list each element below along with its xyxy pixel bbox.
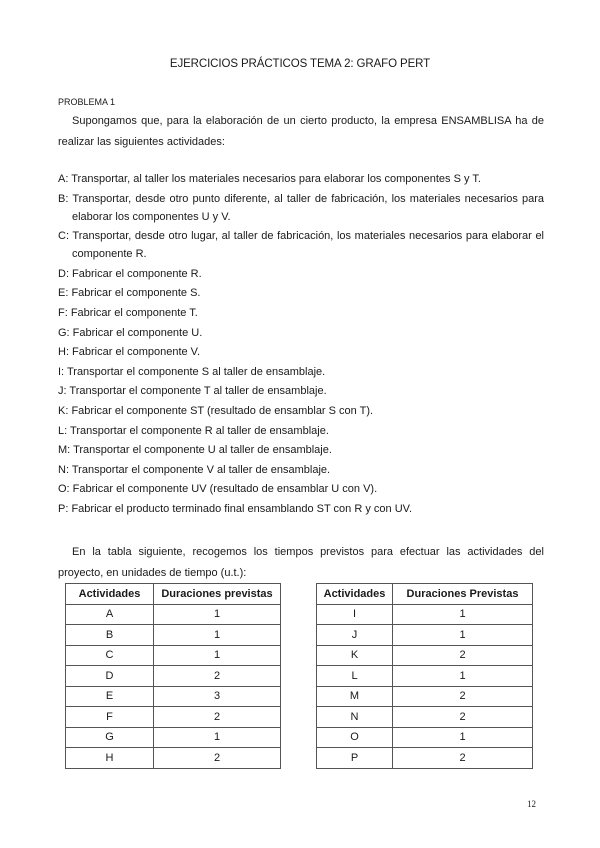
table-header-row — [317, 584, 533, 605]
activity-cell: M — [317, 686, 393, 707]
table-row — [317, 707, 533, 728]
activity-item-a: A: Transportar, al taller los materiales necesarios para elaborar los componentes S y T. — [58, 173, 481, 185]
duration-cell: 2 — [154, 707, 281, 728]
page-title: EJERCICIOS PRÁCTICOS TEMA 2: GRAFO PERT — [169, 58, 431, 70]
activity-cell: B — [66, 625, 154, 646]
activity-item-l: L: Transportar el componente R al taller de ensamblaje. — [58, 424, 329, 437]
table-header-row — [66, 584, 281, 605]
activity-item-m: M: Transportar el componente U al taller de ensamblaje. — [58, 444, 332, 457]
table-row — [66, 625, 281, 646]
table-row — [317, 604, 533, 625]
activity-cell: P — [317, 748, 393, 769]
header-durations: Duraciones Previstas — [393, 584, 533, 605]
activity-item-h: H: Fabricar el componente V. — [58, 346, 201, 359]
activity-cell: I — [317, 604, 393, 625]
activity-item-b: B: Transportar, desde otro punto diferente, al taller de fabricación, los materiales necesarios para elaborar los componentes U y V. — [58, 192, 544, 223]
activity-cell: E — [66, 686, 154, 707]
duration-cell: 2 — [393, 748, 533, 769]
durations-table-1 — [65, 583, 281, 769]
duration-cell: 2 — [154, 748, 281, 769]
activity-item-e: E: Fabricar el componente S. — [58, 287, 201, 300]
activity-cell: A — [66, 604, 154, 625]
table-row — [317, 645, 533, 666]
header-durations: Duraciones previstas — [154, 584, 281, 605]
duration-cell: 2 — [154, 666, 281, 687]
duration-cell: 1 — [393, 625, 533, 646]
table-row — [66, 748, 281, 769]
activity-item-f: F: Fabricar el componente T. — [58, 306, 198, 319]
table-row — [317, 666, 533, 687]
activity-item-k: K: Fabricar el componente ST (resultado de ensamblar S con T). — [58, 404, 374, 417]
table-row — [66, 604, 281, 625]
table-row — [317, 727, 533, 748]
duration-cell: 1 — [393, 604, 533, 625]
activity-cell: K — [317, 645, 393, 666]
activity-cell: L — [317, 666, 393, 687]
activity-item-d: D: Fabricar el componente R. — [58, 267, 202, 280]
header-activities: Actividades — [317, 584, 393, 605]
duration-cell: 1 — [154, 727, 281, 748]
activity-cell: C — [66, 645, 154, 666]
table-row — [317, 748, 533, 769]
activity-cell: H — [66, 748, 154, 769]
activity-item-c: C: Transportar, desde otro lugar, al taller de fabricación, los materiales necesarios para elaborar el componente R. — [58, 230, 544, 261]
activity-list — [58, 170, 544, 520]
duration-cell: 2 — [393, 686, 533, 707]
table-intro-paragraph: En la tabla siguiente, recogemos los tiempos previstos para efectuar las actividades del proyecto, en unidades de tiempo (u.t.): — [58, 546, 544, 579]
table-row — [317, 686, 533, 707]
activity-item-i: I: Transportar el componente S al taller de ensamblaje. — [58, 365, 326, 378]
activity-cell: N — [317, 707, 393, 728]
activity-cell: G — [66, 727, 154, 748]
activity-item-o: O: Fabricar el componente UV (resultado de ensamblar U con V). — [58, 483, 378, 496]
intro-paragraph: Supongamos que, para la elaboración de un cierto producto, la empresa ENSAMBLISA ha de realizar las siguientes actividades: — [58, 115, 544, 148]
duration-cell: 1 — [154, 645, 281, 666]
activity-cell: F — [66, 707, 154, 728]
table-row — [66, 686, 281, 707]
table-row — [317, 625, 533, 646]
activity-item-g: G: Fabricar el componente U. — [58, 326, 203, 339]
table-row — [66, 666, 281, 687]
duration-cell: 1 — [393, 727, 533, 748]
duration-cell: 1 — [154, 625, 281, 646]
activity-item-n: N: Transportar el componente V al taller de ensamblaje. — [58, 463, 331, 476]
duration-cell: 2 — [393, 645, 533, 666]
problem-label: PROBLEMA 1 — [58, 97, 116, 107]
duration-cell: 2 — [393, 707, 533, 728]
activity-cell: D — [66, 666, 154, 687]
page-number: 12 — [527, 799, 536, 809]
durations-table-2 — [316, 583, 533, 769]
activity-cell: J — [317, 625, 393, 646]
table-row — [66, 707, 281, 728]
duration-cell: 1 — [393, 666, 533, 687]
duration-cell: 3 — [154, 686, 281, 707]
activity-cell: O — [317, 727, 393, 748]
duration-cell: 1 — [154, 604, 281, 625]
header-activities: Actividades — [66, 584, 154, 605]
activity-item-p: P: Fabricar el producto terminado final ensamblando ST con R y con UV. — [58, 502, 413, 515]
activity-item-j: J: Transportar el componente T al taller de ensamblaje. — [58, 385, 327, 398]
table-row — [66, 645, 281, 666]
table-row — [66, 727, 281, 748]
